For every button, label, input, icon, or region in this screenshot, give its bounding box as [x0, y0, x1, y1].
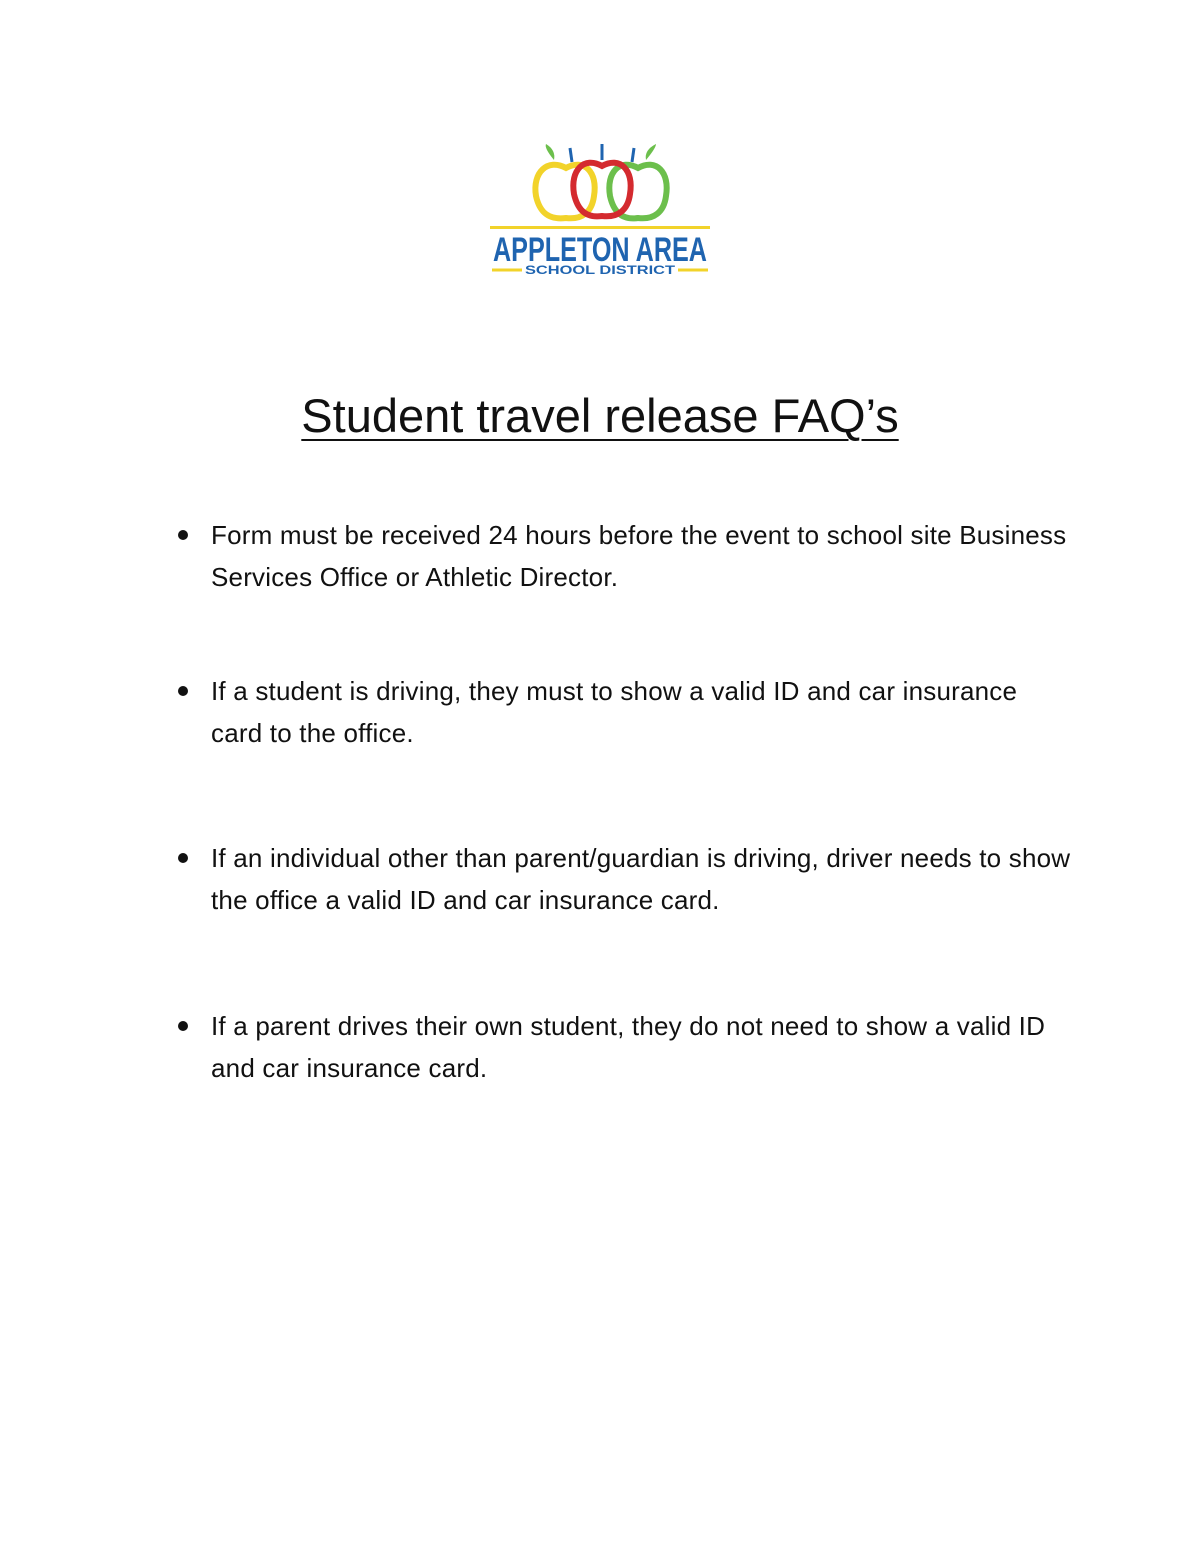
page-title-text: Student travel release FAQ’s — [301, 389, 899, 442]
bullet-icon — [178, 686, 188, 696]
red-apple-icon — [573, 163, 630, 217]
page-title — [0, 386, 1200, 446]
green-apple-icon — [609, 165, 666, 219]
left-leaf-icon — [546, 144, 555, 160]
faq-item-text: If an individual other than parent/guardian is driving, driver needs to show the office a valid ID and car insurance card. — [211, 843, 1071, 915]
faq-item-text: If a student is driving, they must to show a valid ID and car insurance card to the office. — [211, 676, 1018, 748]
bullet-icon — [178, 853, 188, 863]
faq-item-text: If a parent drives their own student, they do not need to show a valid ID and car insurance card. — [211, 1011, 1046, 1083]
logo-name-line1: APPLETON AREA — [493, 231, 707, 269]
logo-name-line2: SCHOOL DISTRICT — [525, 263, 676, 277]
right-leaf-icon — [646, 144, 656, 160]
bullet-icon — [178, 530, 188, 540]
district-logo — [488, 140, 712, 285]
faq-item-text: Form must be received 24 hours before the event to school site Business Services Office or Athletic Director. — [211, 520, 1067, 592]
bullet-icon — [178, 1021, 188, 1031]
